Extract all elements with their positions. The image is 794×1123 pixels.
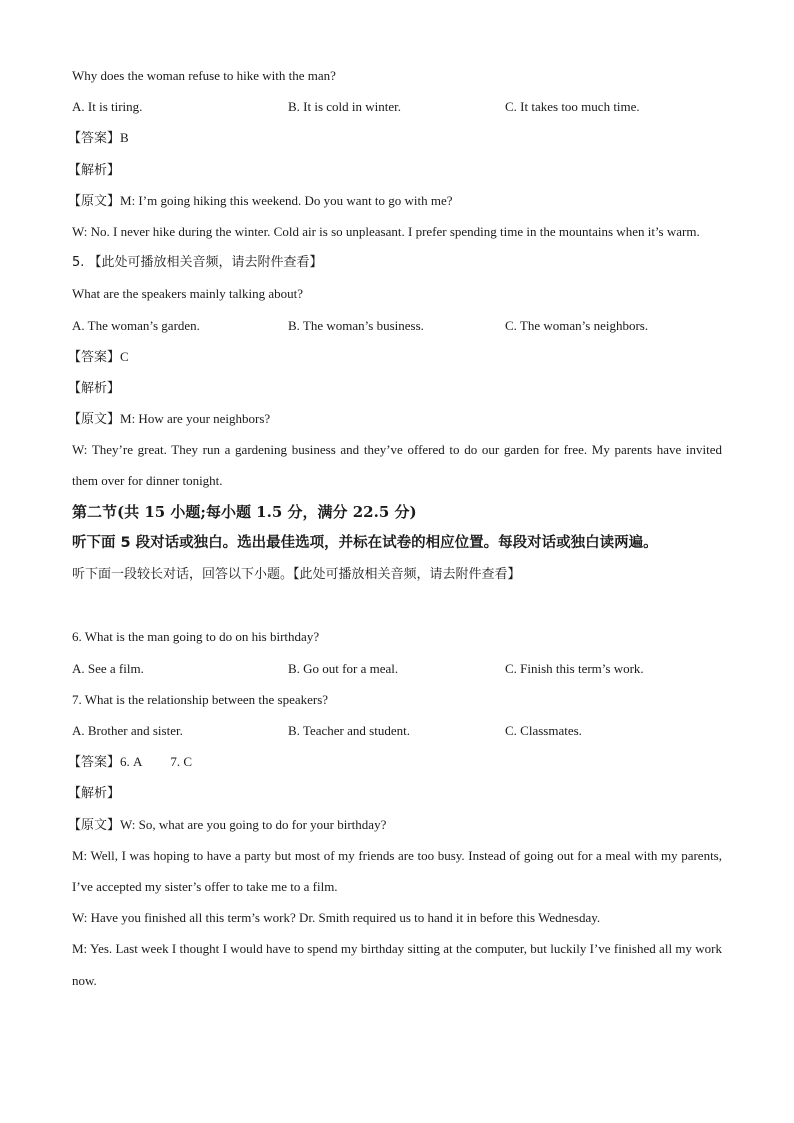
section2-title: 第二节(共 15 小题;每小题 1.5 分，满分 22.5 分): [72, 502, 417, 521]
q7-options: [72, 715, 722, 746]
q67-transcript-line-2: M: Well, I was hoping to have a party but most of my friends are too busy. Instead of going out for a meal with my parents, I’ve accepted my sister’s offer to take me to a film.: [72, 847, 722, 894]
q67-transcript-line-3: W: Have you finished all this term’s work? Dr. Smith required us to hand it in before this Wednesday.: [72, 910, 601, 926]
q5-transcript-first: M: How are your neighbors?: [120, 411, 271, 427]
q4-answer-line: [68, 122, 722, 153]
q67-analysis-line: [68, 777, 722, 808]
q4-transcript-rest: W: No. I never hike during the winter. Cold air is so unpleasant. I prefer spending time in the mountains when it’s warm.: [72, 223, 700, 239]
q5-number-line: 5. 【此处可播放相关音频，请去附件查看】: [72, 255, 323, 271]
q4-answer-tag: 【答案】: [68, 131, 121, 147]
q5-transcript-rest: W: They’re great. They run a gardening business and they’ve offered to do our garden for free. My parents have invited them over for dinner tonight.: [72, 442, 722, 489]
q5-option-c: C. The woman’s neighbors.: [505, 317, 649, 333]
document-page: [68, 60, 722, 996]
blank-line: [72, 590, 722, 621]
q67-transcript-line-1: W: So, what are you going to do for your birthday?: [120, 816, 387, 832]
q4-option-a: A. It is tiring.: [72, 99, 143, 115]
q5-options: [72, 310, 722, 341]
q6-option-c: C. Finish this term’s work.: [505, 660, 644, 676]
q6-option-a: A. See a film.: [72, 660, 144, 676]
q4-transcript-first: M: I’m going hiking this weekend. Do you want to go with me?: [120, 192, 453, 208]
q5-option-a: A. The woman’s garden.: [72, 317, 200, 333]
q5-analysis-tag: 【解析】: [68, 380, 121, 396]
q7-question: 7. What is the relationship between the speakers?: [72, 691, 329, 707]
q5-transcript-tag: 【原文】: [68, 412, 121, 428]
q5-question: What are the speakers mainly talking about?: [72, 286, 304, 302]
q4-transcript-tag: 【原文】: [68, 193, 121, 209]
q67-transcript-line: [68, 809, 722, 840]
q5-option-b: B. The woman’s business.: [288, 317, 424, 333]
q67-analysis-tag: 【解析】: [68, 786, 121, 802]
q4-question: Why does the woman refuse to hike with the man?: [72, 68, 336, 83]
q7-option-c: C. Classmates.: [505, 722, 582, 738]
q67-answer-6: 6. A: [120, 754, 143, 770]
q7-option-a: A. Brother and sister.: [72, 722, 183, 738]
q5-answer-line: [68, 341, 722, 372]
q4-answer: B: [120, 130, 129, 146]
q67-answer-tag: 【答案】: [68, 755, 121, 771]
q4-transcript-line: [68, 185, 722, 216]
q67-answer-7: 7. C: [170, 754, 193, 770]
q6-question: 6. What is the man going to do on his birthday?: [72, 629, 320, 645]
q4-option-c: C. It takes too much time.: [505, 99, 640, 115]
q7-option-b: B. Teacher and student.: [288, 722, 410, 738]
q5-transcript-line: [68, 403, 722, 434]
q4-analysis-tag: 【解析】: [68, 162, 121, 178]
q67-transcript-tag: 【原文】: [68, 817, 121, 833]
q5-analysis-line: [68, 372, 722, 403]
q4-option-b: B. It is cold in winter.: [288, 99, 402, 115]
section2-instruction: 听下面 5 段对话或独白。选出最佳选项，并标在试卷的相应位置。每段对话或独白读两遍。: [72, 534, 658, 551]
q6-options: [72, 653, 722, 684]
q6-option-b: B. Go out for a meal.: [288, 660, 399, 676]
q4-options: [72, 91, 722, 122]
q5-answer: C: [120, 348, 129, 364]
q67-answer-line: [68, 746, 722, 777]
q5-answer-tag: 【答案】: [68, 349, 121, 365]
q4-analysis-line: [68, 154, 722, 185]
q67-transcript-line-4: M: Yes. Last week I thought I would have to spend my birthday sitting at the computer, but luckily I’ve finished all my work now.: [72, 941, 722, 988]
section2-subinstruction: 听下面一段较长对话，回答以下小题。【此处可播放相关音频，请去附件查看】: [72, 567, 521, 583]
